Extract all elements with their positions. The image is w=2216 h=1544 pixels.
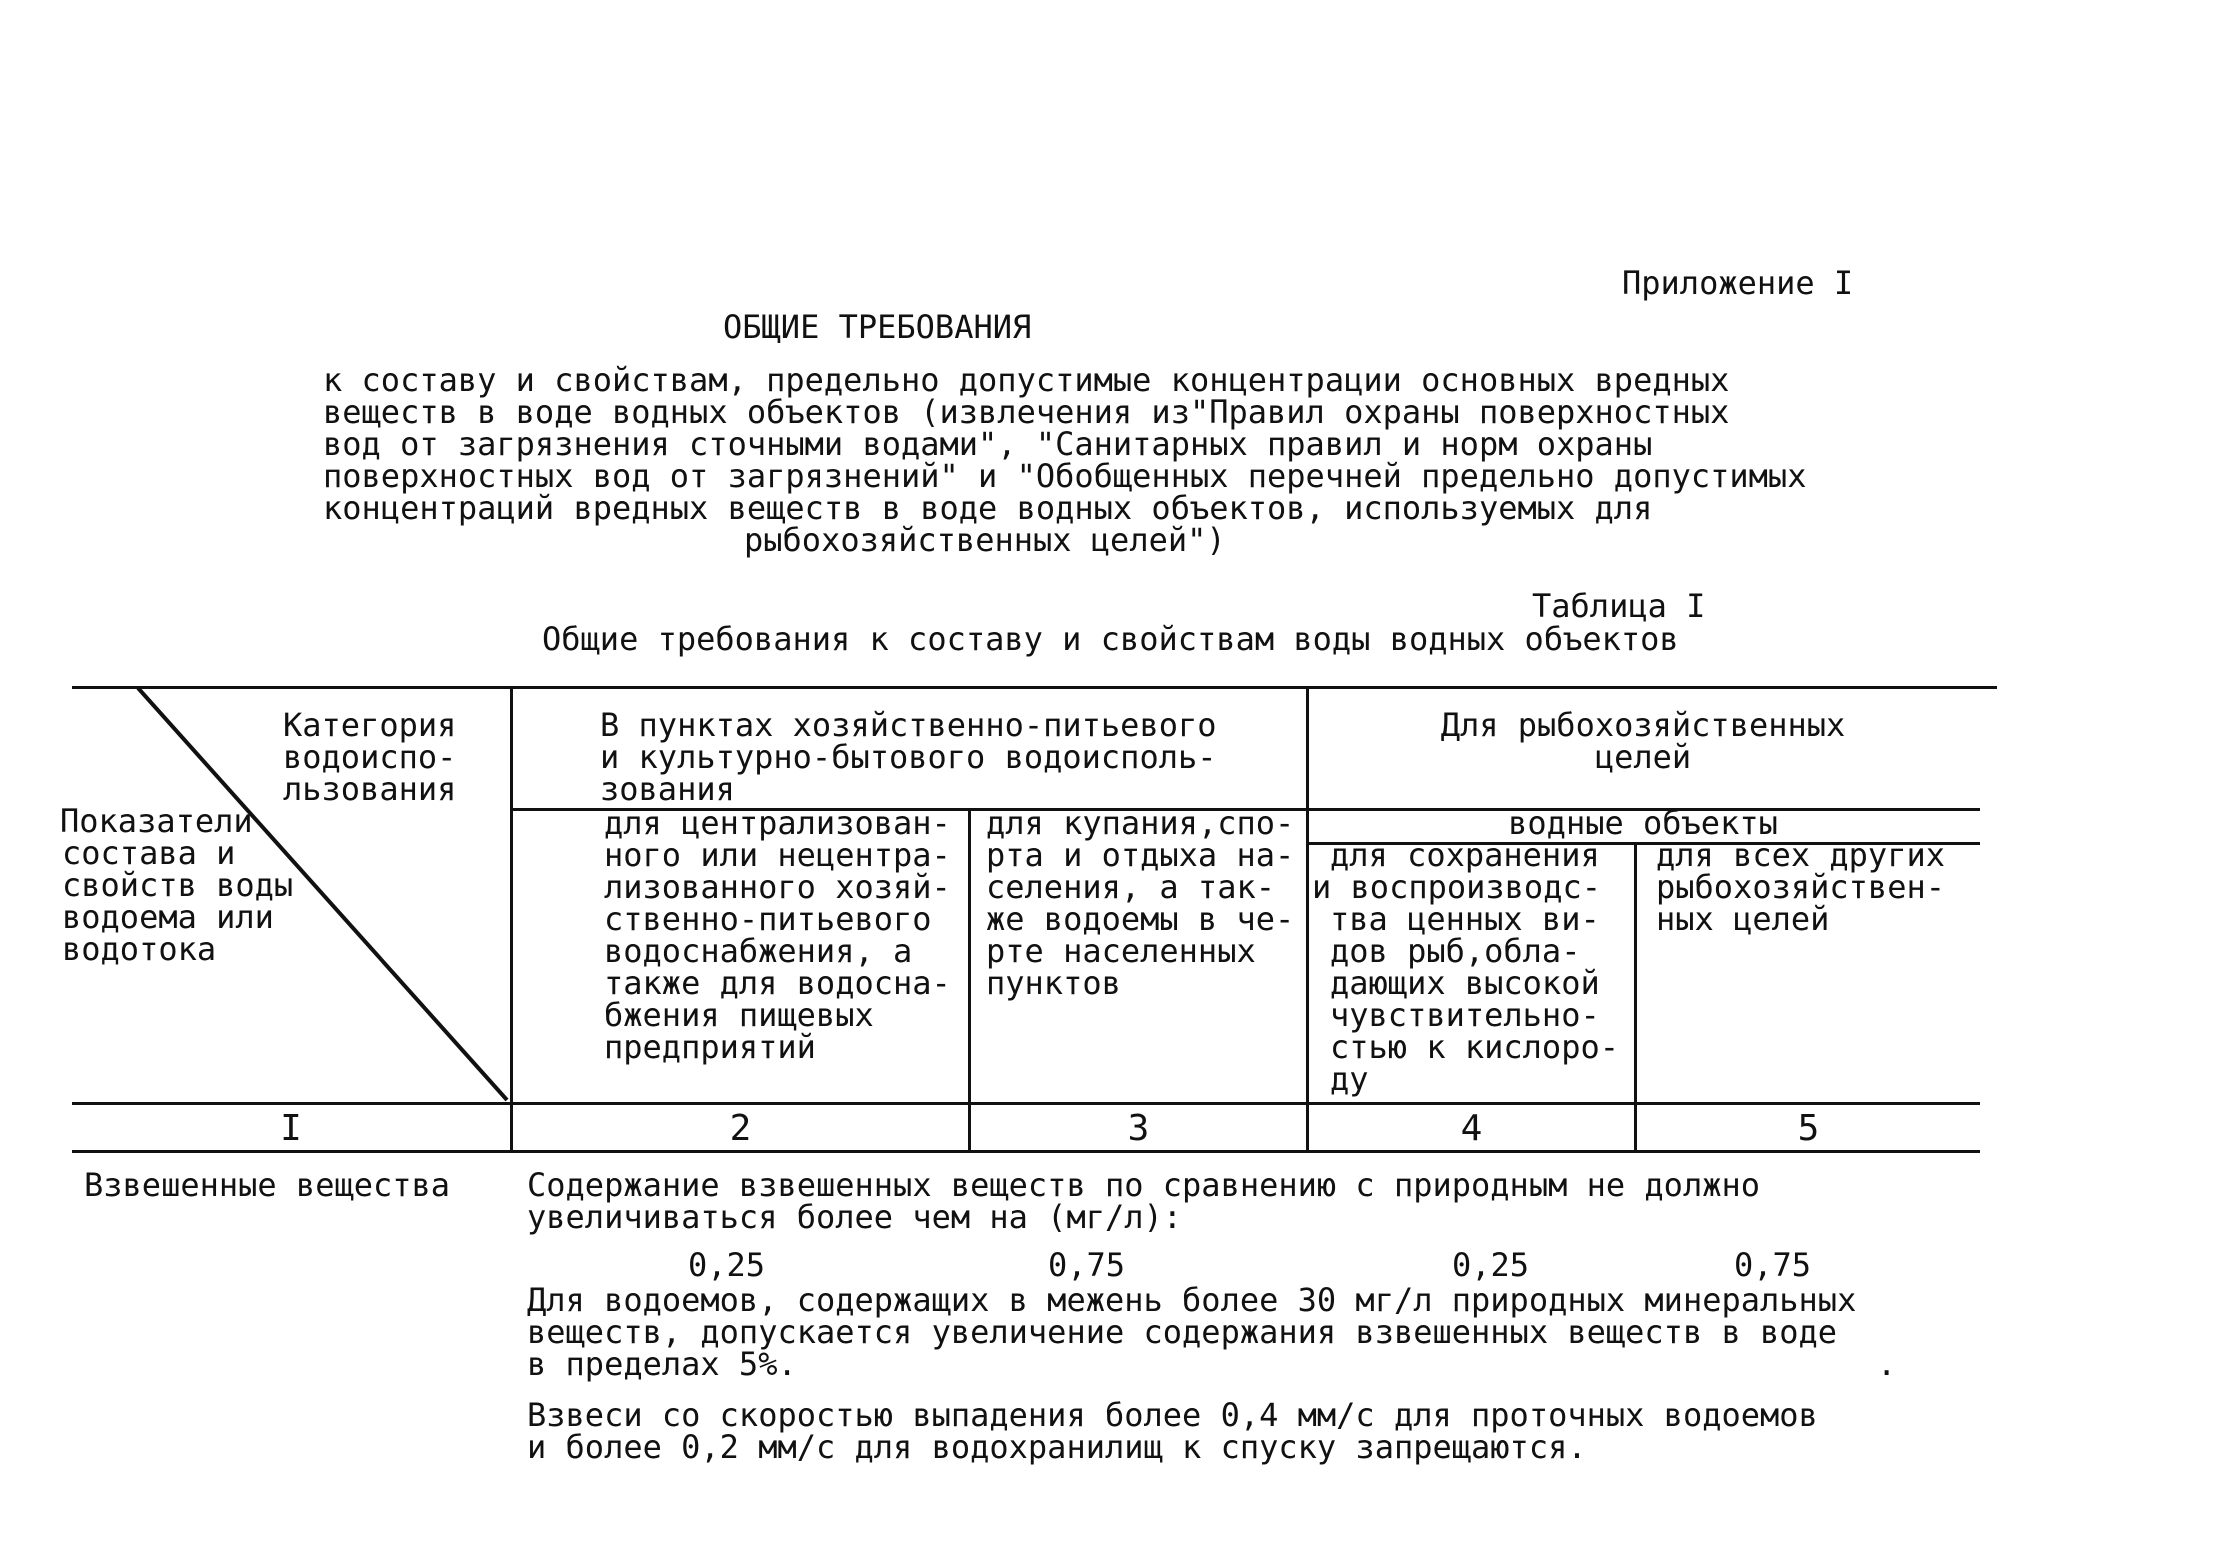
indicator-name: Взвешенные вещества	[84, 1166, 451, 1204]
col-header-line: бжения пищевых	[604, 996, 874, 1034]
subtitle-line: концентраций вредных веществ в воде водных объектов, используемых для	[323, 489, 1653, 527]
col-header-line: и воспроизводс-	[1312, 868, 1601, 906]
column-number: I	[280, 1108, 302, 1149]
col-header-line: чувствительно-	[1330, 996, 1600, 1034]
col-header-line: ного или нецентра-	[604, 836, 951, 874]
subtitle-line: поверхностных вод от загрязнений" и "Обобщенных перечней предельно допустимых	[323, 457, 1807, 495]
col-header-line: стью к кислоро-	[1330, 1028, 1619, 1066]
category-label-line: Категория	[283, 706, 457, 744]
subtitle-line: к составу и свойствам, предельно допустимые концентрации основных вредных	[323, 361, 1730, 399]
col-header-line: же водоемы в че-	[986, 900, 1295, 938]
col-header-line: рте населенных	[986, 932, 1256, 970]
col-header-line: для централизован-	[604, 804, 951, 842]
document-title: ОБЩИЕ ТРЕБОВАНИЯ	[723, 308, 1032, 346]
subtitle-line: рыбохозяйственных целей")	[744, 521, 1226, 559]
value-col-3: 0,75	[1048, 1246, 1126, 1284]
col-header-line: дающих высокой	[1330, 964, 1600, 1002]
group-header-line: В пунктах хозяйственно-питьевого	[600, 706, 1217, 744]
col-header-line: рыбохозяйствен-	[1656, 868, 1945, 906]
indicator-label-line: состава и	[62, 834, 236, 872]
stray-dot: .	[1877, 1345, 1897, 1383]
col-header-line: тва ценных ви-	[1330, 900, 1600, 938]
table-number: Таблица I	[1532, 587, 1706, 625]
column-number: 2	[729, 1108, 752, 1149]
column-number: 4	[1460, 1108, 1483, 1149]
col-header-line: также для водосна-	[604, 964, 951, 1002]
rule-line: и более 0,2 мм/с для водохранилищ к спуску запрещаются.	[527, 1428, 1587, 1466]
category-label-line: льзования	[283, 770, 457, 808]
group-header-line: зования	[600, 770, 735, 808]
col-header-line: для всех других	[1656, 836, 1945, 874]
indicator-label-line: водотока	[62, 930, 217, 968]
subtitle-line: веществ в воде водных объектов (извлечения из"Правил охраны поверхностных	[323, 393, 1730, 431]
table-caption: Общие требования к составу и свойствам воды водных объектов	[542, 620, 1679, 658]
col-header-line: ственно-питьевого	[604, 900, 932, 938]
rule-line: Взвеси со скоростью выпадения более 0,4 мм/с для проточных водоемов	[527, 1396, 1818, 1434]
subgroup-water-bodies: водные объекты	[1508, 804, 1778, 842]
group-header-line: целей	[1594, 738, 1692, 776]
requirement-line: увеличиваться более чем на (мг/л):	[527, 1198, 1183, 1236]
indicator-label-line: свойств воды	[62, 866, 294, 904]
col-header-line: ду	[1330, 1060, 1369, 1098]
col-header-line: рта и отдыха на-	[986, 836, 1295, 874]
column-number: 3	[1127, 1108, 1150, 1149]
value-col-2: 0,25	[688, 1246, 766, 1284]
appendix-label: Приложение I	[1622, 264, 1854, 302]
note-line: веществ, допускается увеличение содержания взвешенных веществ в воде	[527, 1313, 1838, 1351]
column-number: 5	[1797, 1108, 1820, 1149]
col-header-line: селения, а так-	[986, 868, 1275, 906]
indicator-label-line: Показатели	[60, 802, 253, 840]
col-header-line: для сохранения	[1330, 836, 1600, 874]
requirement-line: Содержание взвешенных веществ по сравнению с природным не должно	[527, 1166, 1760, 1204]
col-header-line: дов рыб,обла-	[1330, 932, 1581, 970]
col-header-line: лизованного хозяй-	[604, 868, 951, 906]
col-header-line: ных целей	[1656, 900, 1830, 938]
indicator-label-line: водоема или	[62, 898, 274, 936]
col-header-line: для купания,спо-	[986, 804, 1295, 842]
col-header-line: водоснабжения, а	[604, 932, 913, 970]
col-header-line: пунктов	[986, 964, 1121, 1002]
note-line: Для водоемов, содержащих в межень более 30 мг/л природных минеральных	[527, 1281, 1857, 1319]
note-line: в пределах 5%.	[527, 1345, 797, 1383]
category-label-line: водоиспо-	[283, 738, 457, 776]
group-header-line: и культурно-бытового водоисполь-	[600, 738, 1217, 776]
group-header-line: Для рыбохозяйственных	[1440, 706, 1846, 744]
value-col-5: 0,75	[1734, 1246, 1812, 1284]
subtitle-line: вод от загрязнения сточными водами", "Санитарных правил и норм охраны	[323, 425, 1653, 463]
col-header-line: предприятий	[604, 1028, 816, 1066]
value-col-4: 0,25	[1452, 1246, 1530, 1284]
